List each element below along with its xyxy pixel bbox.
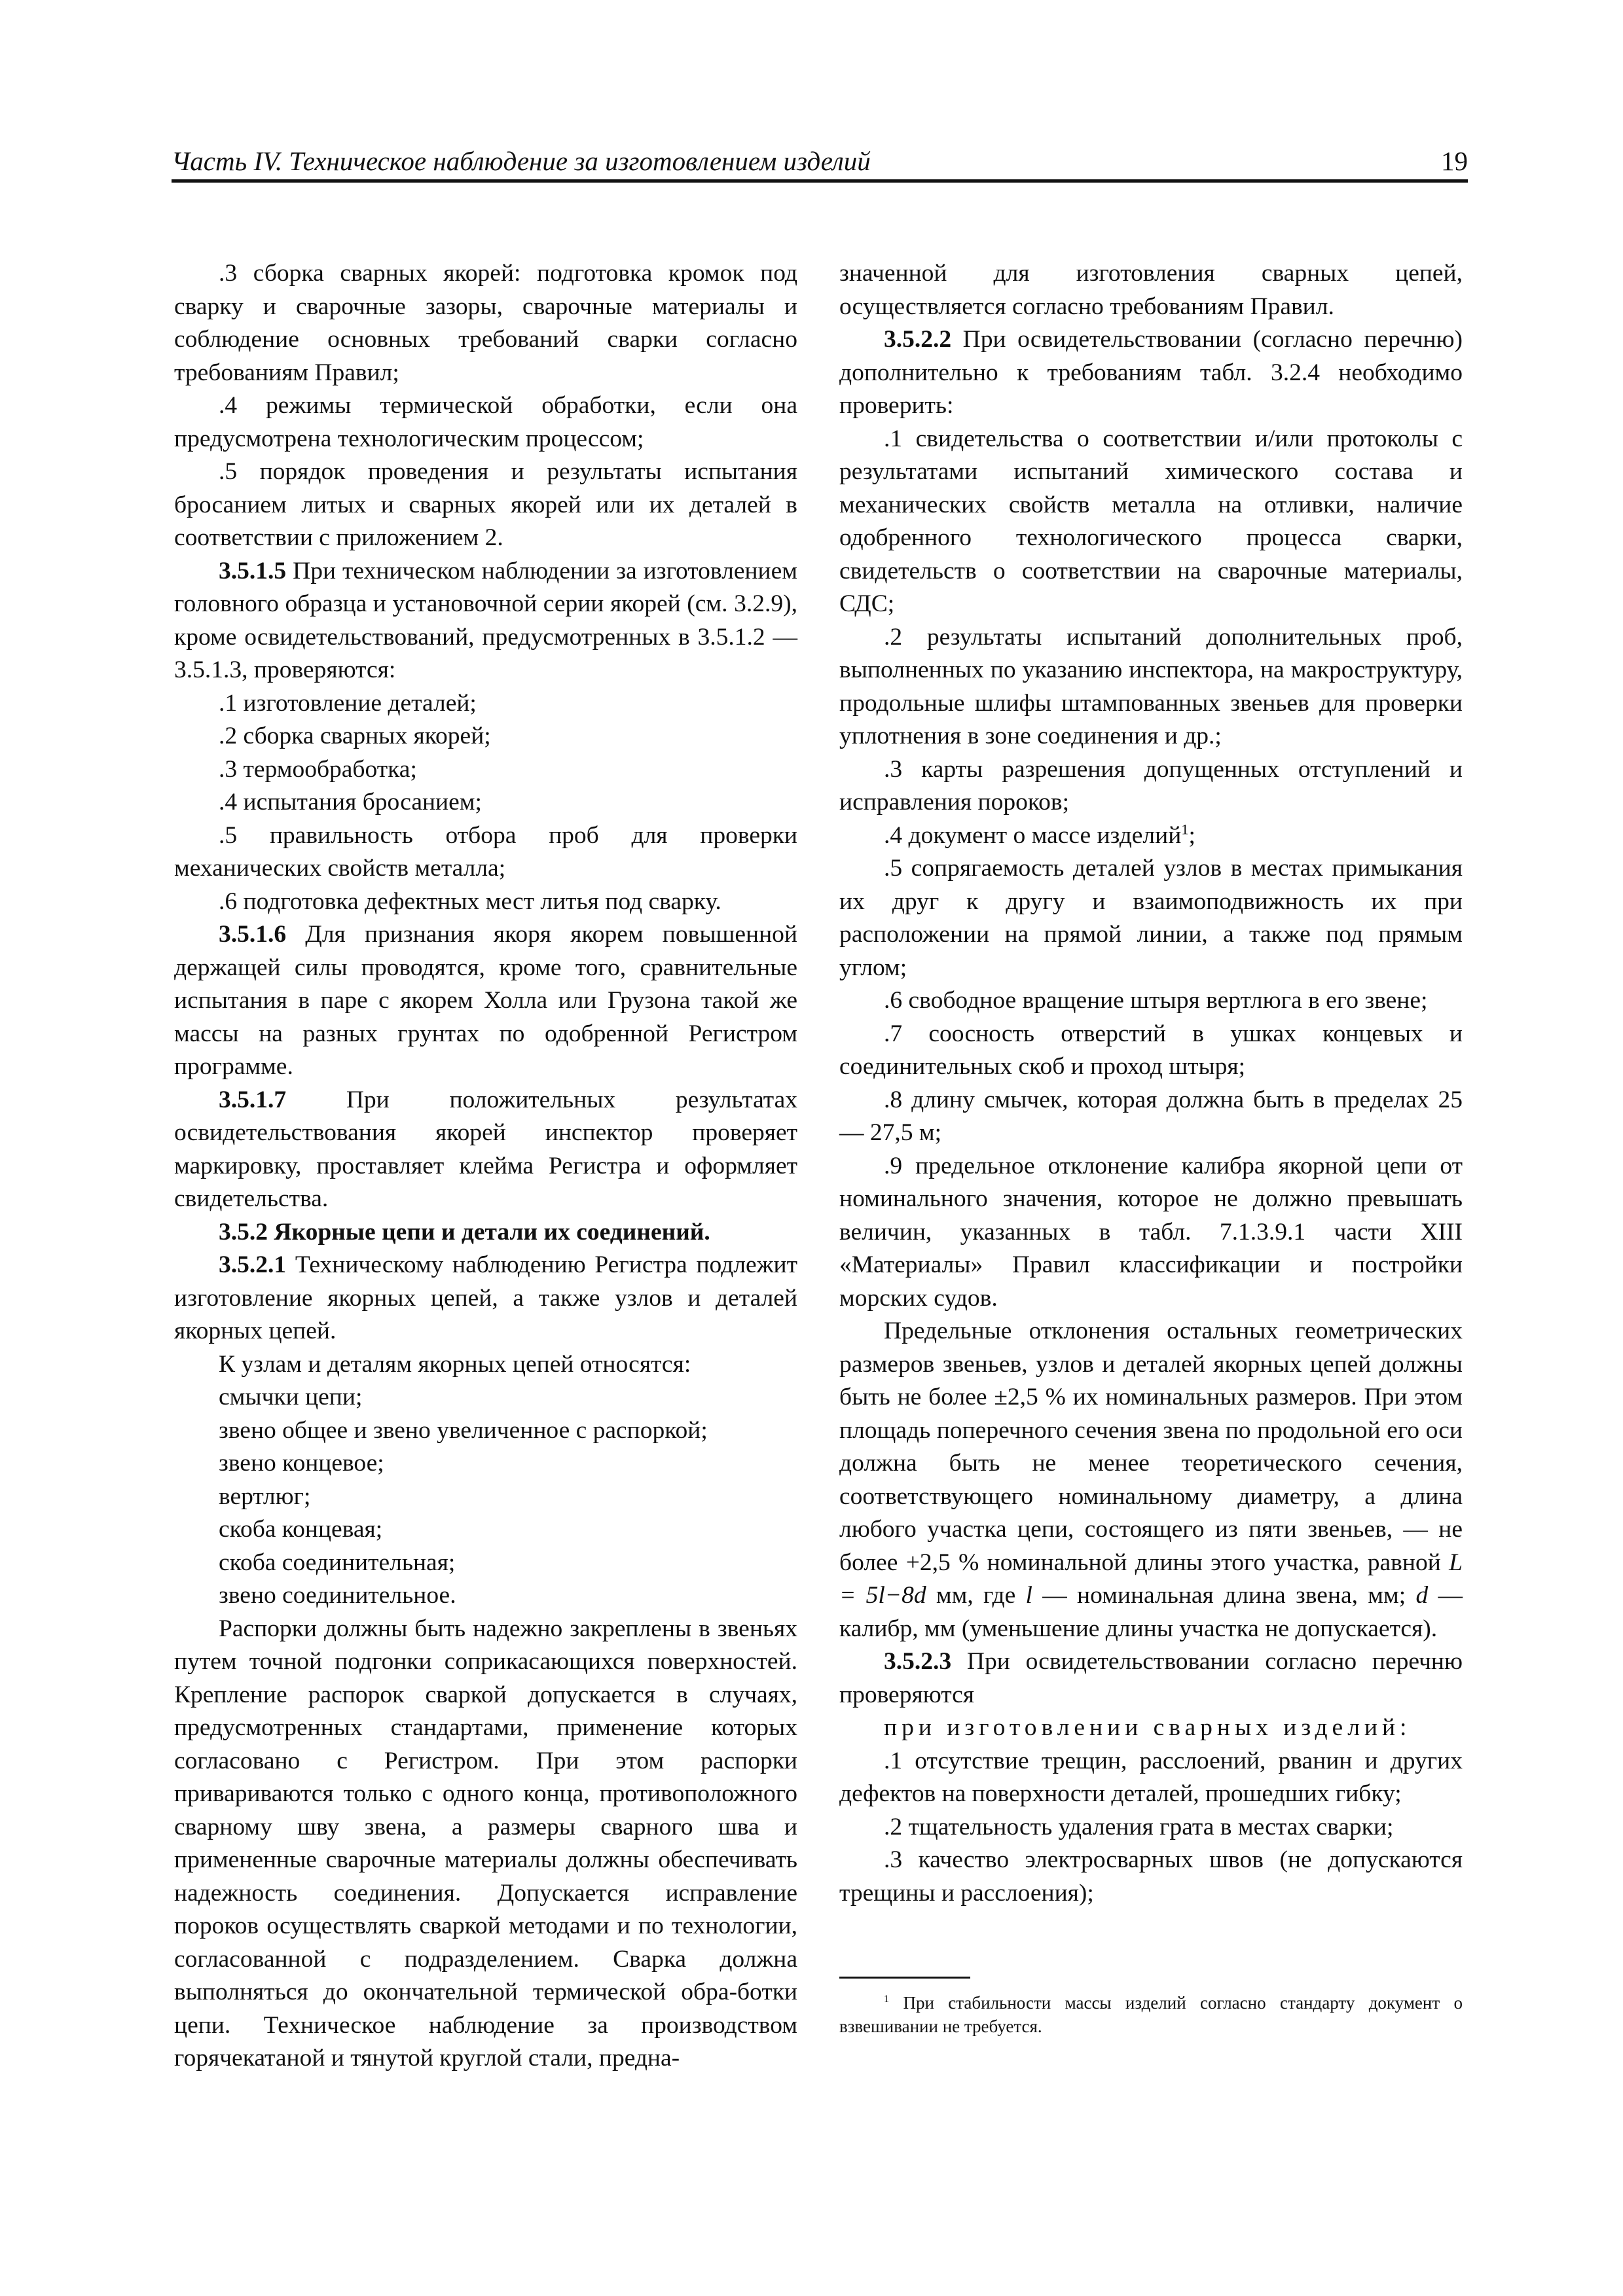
variable-d: d — [1415, 1582, 1429, 1609]
paragraph: К узлам и деталям якорных цепей относятся: — [219, 1350, 691, 1378]
list-item: .3 качество электросварных швов (не допускаются трещины и расслоения); — [839, 1846, 1463, 1907]
running-header — [172, 145, 1468, 183]
component-item: звено концевое; — [219, 1450, 384, 1477]
list-item: .9 предельное отклонение калибра якорной цепи от номинального значения, которое не должно превышать величин, указанных в табл. 7.1.3.9.1 части XIII «Материалы» Правил классификации и постройки морских судов. — [839, 1152, 1463, 1312]
clause-number: 3.5.2.1 — [219, 1251, 287, 1278]
paragraph-continued: значенной для изготовления сварных цепей, осуществляется согласно требованиям Правил. — [839, 260, 1463, 320]
paragraph: .4 режимы термической обработки, если она предусмотрена технологическим процессом; — [174, 392, 797, 452]
list-item-end: ; — [1188, 821, 1195, 849]
list-item: .5 правильность отбора проб для проверки механических свойств металла; — [174, 821, 797, 882]
paragraph-3-5-1-5 — [174, 555, 797, 687]
variable-l: l — [1025, 1582, 1032, 1609]
component-item: звено общее и звено увеличенное с распоркой; — [219, 1416, 708, 1444]
paragraph-3-5-2-1 — [174, 1249, 797, 1348]
section-heading: 3.5.2 Якорные цепи и детали их соединений. — [219, 1218, 710, 1246]
component-item: звено соединительное. — [219, 1582, 456, 1609]
paragraph-text: При техническом наблюдении за изготовлением головного образца и установочной серии якорей (см. 3.2.9), кроме освидетельствований, предусмотренных в 3.5.1.2 — 3.5.1.3, проверяются: — [174, 557, 797, 683]
paragraph-tolerances — [839, 1315, 1463, 1645]
paragraph-text: При положительных результатах освидетельствования якорей инспектор проверяет маркировку, проставляет клейма Регистра и оформляет свидетельства. — [174, 1086, 797, 1212]
paragraph: Распорки должны быть надежно закреплены в звеньях путем точной подгонки соприкасающихся поверхностей. Крепление распорок сваркой допускается в случаях, предусмотренных стандартами, применение которых согласовано с Регистром. При этом распорки привариваются только с одного конца, противоположного сварному шву звена, а размеры сварного шва и примененные сварочные материалы должны обеспечивать надежность соединения. Допускается исправление пороков осуществлять сваркой методами и по технологии, согласованной с подразделением. Сварка должна выполняться до окончательной термической обра-ботки цепи. Техническое наблюдение за производством горячекатаной и тянутой круглой стали, предна- — [174, 1615, 797, 2072]
page-number: 19 — [1441, 146, 1468, 176]
paragraph-3-5-1-6 — [174, 918, 797, 1084]
list-item: .2 тщательность удаления грата в местах сварки; — [884, 1813, 1394, 1840]
paragraph-3-5-2-3 — [839, 1645, 1463, 1712]
paragraph-3-5-1-7 — [174, 1084, 797, 1216]
list-item: .1 отсутствие трещин, расслоений, рванин и других дефектов на поверхности деталей, прошедших гибку; — [839, 1747, 1463, 1807]
paragraph-text: — калибр, мм (уменьшение длины участка не допускается). — [839, 1582, 1463, 1642]
list-item-text: .4 документ о массе изделий — [884, 821, 1182, 849]
list-item: .6 подготовка дефектных мест литья под сварку. — [219, 888, 721, 915]
paragraph-text: Предельные отклонения остальных геометрических размеров звеньев, узлов и деталей якорных цепей должны быть не более ±2,5 % их номинальных размеров. При этом площадь поперечного сечения звена по продольной его оси должна быть не менее теоретического сечения, соответствующего номинальному диаметру, а длина любого участка цепи, состоящего из пяти звеньев, — не более +2,5 % номинальной длины этого участка, равной — [839, 1318, 1463, 1576]
clause-number: 3.5.1.5 — [219, 557, 287, 584]
list-item: .7 соосность отверстий в ушках концевых и соединительных скоб и проход штыря; — [839, 1020, 1463, 1080]
list-item: .8 длину смычек, которая должна быть в пределах 25 — 27,5 м; — [839, 1086, 1463, 1146]
paragraph-text: При освидетельствовании согласно перечню проверяются — [839, 1648, 1463, 1708]
list-item: .3 карты разрешения допущенных отступлений и исправления пороков; — [839, 755, 1463, 816]
paragraph: .5 порядок проведения и результаты испытания бросанием литых и сварных якорей или их деталей в соответствии с приложением 2. — [174, 458, 797, 551]
list-item: .6 свободное вращение штыря вертлюга в его звене; — [884, 987, 1428, 1014]
clause-number: 3.5.2.2 — [884, 326, 952, 353]
footnote-body: При стабильности массы изделий согласно стандарту документ о взвешивании не требуется. — [839, 1993, 1463, 2036]
list-item: .2 сборка сварных якорей; — [219, 723, 491, 749]
clause-number: 3.5.2.3 — [884, 1648, 952, 1675]
footnote-divider — [839, 1977, 970, 1979]
header-title: Часть IV. Техническое наблюдение за изготовлением изделий — [172, 146, 871, 176]
paragraph-3-5-2-2 — [839, 323, 1463, 423]
component-item: смычки цепи; — [219, 1384, 363, 1410]
paragraph-text: Техническому наблюдению Регистра подлежит изготовление якорных цепей, а также узлов и деталей якорных цепей. — [174, 1251, 797, 1344]
formula: L = 5l−8d — [839, 1549, 1463, 1609]
component-item: вертлюг; — [219, 1482, 311, 1510]
paragraph-text: При освидетельствовании (согласно перечню) дополнительно к требованиям табл. 3.2.4 необходимо проверить: — [839, 326, 1463, 419]
list-item: .1 свидетельства о соответствии и/или протоколы с результатами испытаний химического состава и механических свойств металла на отливки, наличие одобренного технологического процесса сварки, свидетельств о соответствии на сварочные материалы, СДС; — [839, 425, 1463, 617]
paragraph: .3 сборка сварных якорей: подготовка кромок под сварку и сварочные зазоры, сварочные материалы и соблюдение основных требований сварки согласно требованиям Правил; — [174, 260, 797, 386]
paragraph-text: Для признания якоря якорем повышенной держащей силы проводятся, кроме того, сравнительные испытания в паре с якорем Холла или Грузона такой же массы на разных грунтах по одобренной Регистром программе. — [174, 921, 797, 1080]
paragraph-text: — номинальная длина звена, мм; — [1032, 1582, 1416, 1609]
clause-number: 3.5.1.6 — [219, 921, 287, 948]
clause-number: 3.5.1.7 — [219, 1086, 287, 1113]
left-column — [174, 257, 797, 2075]
component-item: скоба соединительная; — [219, 1549, 456, 1576]
list-item: .2 результаты испытаний дополнительных проб, выполненных по указанию инспектора, на макроструктуру, продольные шлифы штампованных звеньев для проверки уплотнения в зоне соединения и др.; — [839, 623, 1463, 749]
paragraph-text: мм, где — [926, 1582, 1026, 1609]
footnote — [839, 1991, 1463, 2038]
right-column — [839, 257, 1463, 1910]
footnote-mark: 1 — [884, 1993, 890, 2005]
list-item: .1 изготовление деталей; — [219, 689, 477, 717]
list-item: .4 испытания бросанием; — [219, 789, 482, 816]
footnote-text — [839, 1991, 1463, 2038]
list-item: .3 термообработка; — [219, 755, 417, 783]
subheading-spaced: при изготовлении сварных изделий: — [884, 1714, 1412, 1741]
list-item: .5 сопрягаемость деталей узлов в местах примыкания их друг к другу и взаимоподвижность их при расположении на прямой линии, а также под прямым углом; — [839, 855, 1463, 981]
list-item — [839, 819, 1463, 853]
component-item: скоба концевая; — [219, 1516, 383, 1543]
footnote-ref: 1 — [1181, 821, 1189, 837]
